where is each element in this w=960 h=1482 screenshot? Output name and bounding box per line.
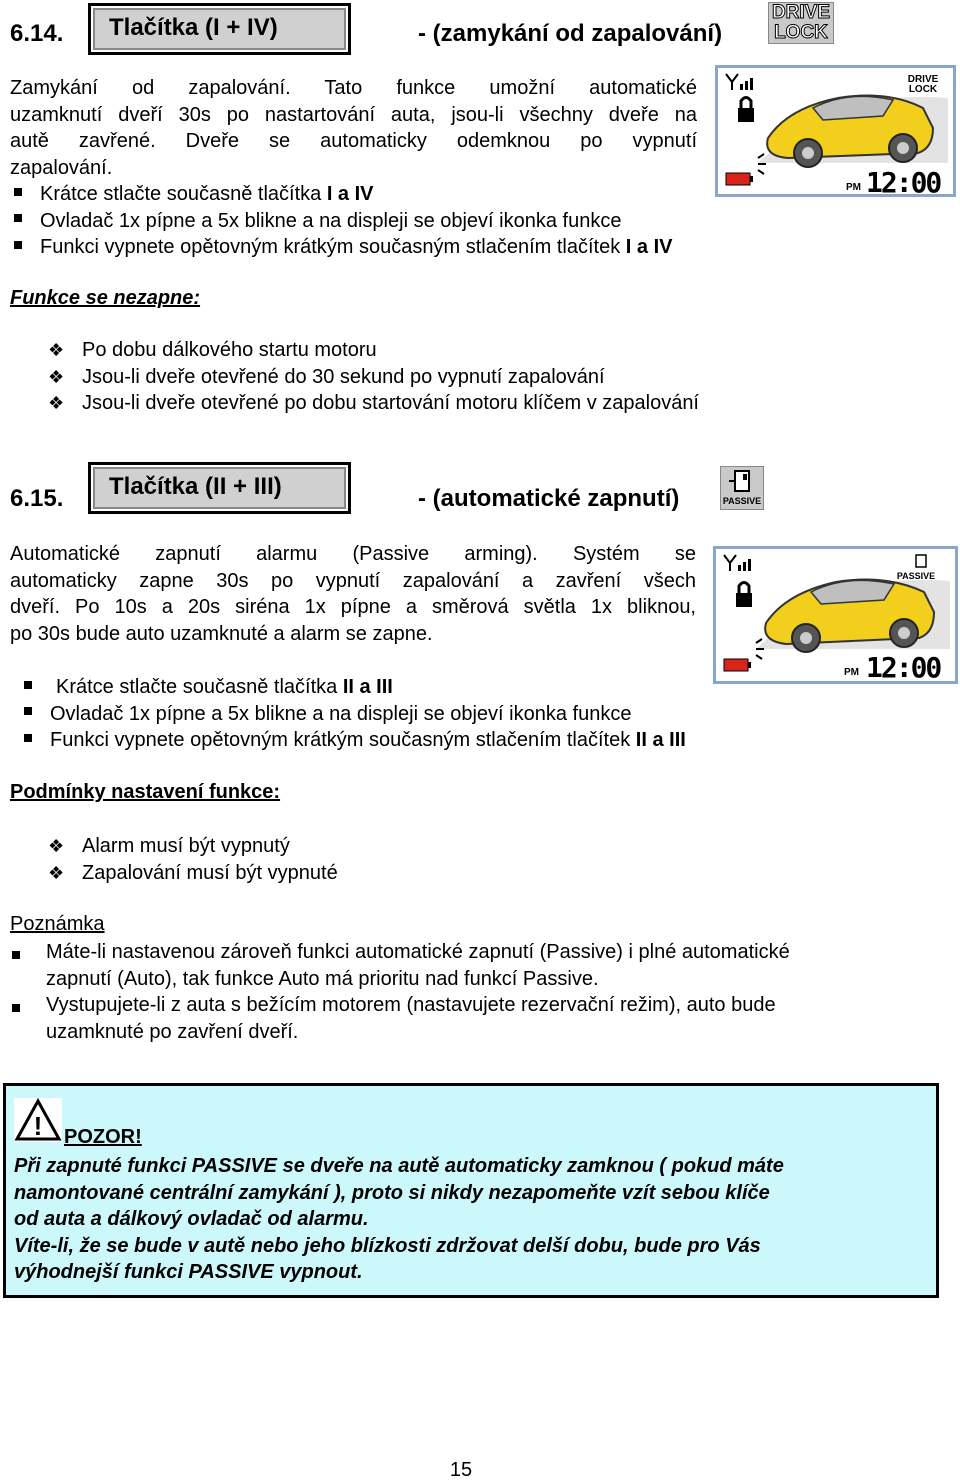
svg-text:DRIVE: DRIVE <box>907 74 939 85</box>
intro-paragraph <box>10 541 696 647</box>
conditions-list <box>48 337 699 417</box>
list-item: Máte-li nastavenou zároveň funkci automatické zapnutí (Passive) i plné automatické zapnutí (Auto), tak funkce Auto má prioritu nad funkcí Passive. <box>10 939 920 992</box>
paragraph-line: Zamykání od zapalování. Tato funkce umožní automatické <box>10 77 697 99</box>
car-display-graphic <box>716 549 955 681</box>
svg-text:PM: PM <box>844 667 859 678</box>
warning-title: POZOR! <box>64 1126 142 1148</box>
section-title: - (automatické zapnutí) <box>418 485 680 512</box>
paragraph-line: Automatické zapnutí alarmu (Passive arming). Systém se <box>10 543 696 565</box>
intro-paragraph <box>10 75 697 181</box>
instructions-list <box>14 181 672 261</box>
warning-text <box>14 1153 934 1286</box>
paragraph-line: autě zavřené. Dveře se automaticky odemknou po vypnutí <box>10 130 697 152</box>
list-item: Funkci vypnete opětovným krátkým současným stlačením tlačítek I a IV <box>14 234 672 261</box>
warning-line: Při zapnuté funkci PASSIVE se dveře na autě automaticky zamknou ( pokud máte <box>14 1155 784 1177</box>
paragraph-line: zapalování. <box>10 156 113 179</box>
passive-icon <box>720 466 764 510</box>
warning-line: od auta a dálkový ovladač od alarmu. <box>14 1208 369 1230</box>
button-combo-label: Tlačítka (I + IV) <box>88 3 351 55</box>
note-heading: Poznámka <box>10 913 105 935</box>
lcd-display-illustration <box>713 546 958 684</box>
list-item: ❖ Zapalování musí být vypnuté <box>48 861 338 884</box>
warning-line: namontované centrální zamykání ), proto si nikdy nezapomeňte vzít sebou klíče <box>14 1181 770 1204</box>
list-item: Funkci vypnete opětovným krátkým současným stlačením tlačítek II a III <box>24 727 686 754</box>
list-item: ❖ Jsou-li dveře otevřené do 30 sekund po vypnutí zapalování <box>48 365 605 388</box>
car-display-graphic <box>718 68 953 194</box>
icon-label: PASSIVE <box>722 496 762 506</box>
list-item: ❖ Alarm musí být vypnutý <box>48 835 290 857</box>
icon-label: LOCK <box>774 22 828 43</box>
list-item: Ovladač 1x pípne a 5x blikne a na displeji se objeví ikonka funkce <box>24 701 686 728</box>
page-number: 15 <box>449 1459 473 1481</box>
list-item: Ovladač 1x pípne a 5x blikne a na displeji se objeví ikonka funkce <box>14 208 672 235</box>
list-item: Krátce stlačte současně tlačítka I a IV <box>14 181 672 208</box>
list-item: Vystupujete-li z auta s bežícím motorem (nastavujete rezervační režim), auto bude uzamknuté po zavření dveří. <box>10 992 920 1045</box>
svg-text:PM: PM <box>846 182 861 193</box>
svg-text:!: ! <box>33 1111 43 1141</box>
button-combo-label: Tlačítka (II + III) <box>88 462 351 514</box>
list-item: ❖ Po dobu dálkového startu motoru <box>48 339 377 361</box>
svg-text:PASSIVE: PASSIVE <box>896 571 936 581</box>
warning-box <box>3 1083 939 1298</box>
svg-text:12:00: 12:00 <box>866 166 941 194</box>
paragraph-line: dveří. Po 10s a 20s siréna 1x pípne a směrová světla 1x bliknou, <box>10 596 696 618</box>
section-number: 6.14. <box>10 20 64 47</box>
svg-text:12:00: 12:00 <box>866 651 941 681</box>
section-title: - (zamykání od zapalování) <box>418 20 723 47</box>
list-item: ❖ Jsou-li dveře otevřené po dobu startování motoru klíčem v zapalování <box>48 392 699 414</box>
svg-text:LOCK: LOCK <box>908 84 938 95</box>
icon-label: DRIVE <box>771 2 831 23</box>
conditions-list <box>48 833 338 886</box>
subheading: Funkce se nezapne: <box>10 287 201 309</box>
subheading: Podmínky nastavení funkce: <box>10 781 281 803</box>
list-item: Krátce stlačte současně tlačítka II a III <box>24 674 686 701</box>
paragraph-line: po 30s bude auto uzamknuté a alarm se zapne. <box>10 622 433 645</box>
notes-list <box>10 939 920 1045</box>
warning-line: výhodnejší funkci PASSIVE vypnout. <box>14 1261 363 1283</box>
warning-triangle-icon <box>14 1098 62 1142</box>
lcd-display-illustration <box>715 65 956 197</box>
warning-line: Víte-li, že se bude v autě nebo jeho blízkosti zdržovat delší dobu, bude pro Vás <box>14 1234 761 1257</box>
drive-lock-icon <box>768 2 834 44</box>
instructions-list <box>24 674 686 754</box>
paragraph-line: automaticky zapne 30s po vypnutí zapalování a zavření všech <box>10 569 696 592</box>
paragraph-line: uzamknutí dveří 30s po nastartování auta, jsou-li všechny dveře na <box>10 103 697 126</box>
section-number: 6.15. <box>10 485 64 512</box>
